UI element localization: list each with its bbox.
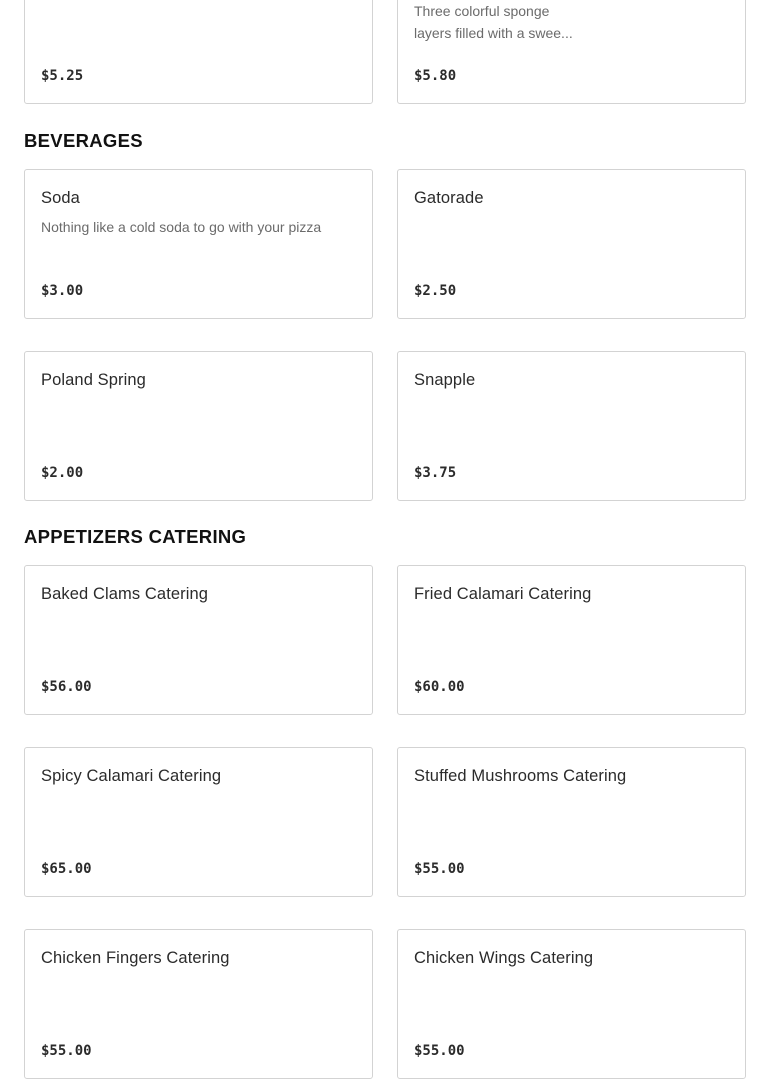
item-name: Soda [41,189,80,207]
menu-item-card[interactable] [24,0,373,104]
section-title-beverages: BEVERAGES [24,130,143,151]
item-name: Chicken Fingers Catering [41,949,230,967]
menu-item-card[interactable] [397,169,746,319]
menu-item-card[interactable] [24,747,373,897]
item-price: $2.00 [41,465,84,481]
section-title-appetizers-catering: APPETIZERS CATERING [24,526,247,547]
menu-item-card[interactable] [397,929,746,1079]
menu-item-card[interactable] [24,351,373,501]
item-price: $3.00 [41,283,84,299]
menu-item-card[interactable] [24,565,373,715]
item-price: $56.00 [41,679,92,695]
item-price: $2.50 [414,283,457,299]
item-name: Spicy Calamari Catering [41,767,222,785]
item-price: $55.00 [41,1043,92,1059]
menu-item-card[interactable] [397,747,746,897]
item-name: Gatorade [414,189,484,207]
menu-item-card[interactable] [397,565,746,715]
item-name: Poland Spring [41,371,146,389]
menu-item-card[interactable] [24,169,373,319]
item-description: Three colorful sponge layers filled with a swee... [414,3,573,41]
item-name: Stuffed Mushrooms Catering [414,767,627,785]
item-price: $3.75 [414,465,457,481]
item-description: Nothing like a cold soda to go with your pizza [41,219,322,235]
item-price: $5.80 [414,68,457,84]
item-price: $55.00 [414,1043,465,1059]
item-price: $5.25 [41,68,84,84]
item-name: Fried Calamari Catering [414,585,592,603]
item-name: Chicken Wings Catering [414,949,594,967]
item-price: $60.00 [414,679,465,695]
menu-item-card[interactable] [24,929,373,1079]
item-price: $55.00 [414,861,465,877]
menu-item-card[interactable] [397,0,746,104]
item-price: $65.00 [41,861,92,877]
item-name: Baked Clams Catering [41,585,209,603]
menu-item-card[interactable] [397,351,746,501]
item-name: Snapple [414,371,476,389]
